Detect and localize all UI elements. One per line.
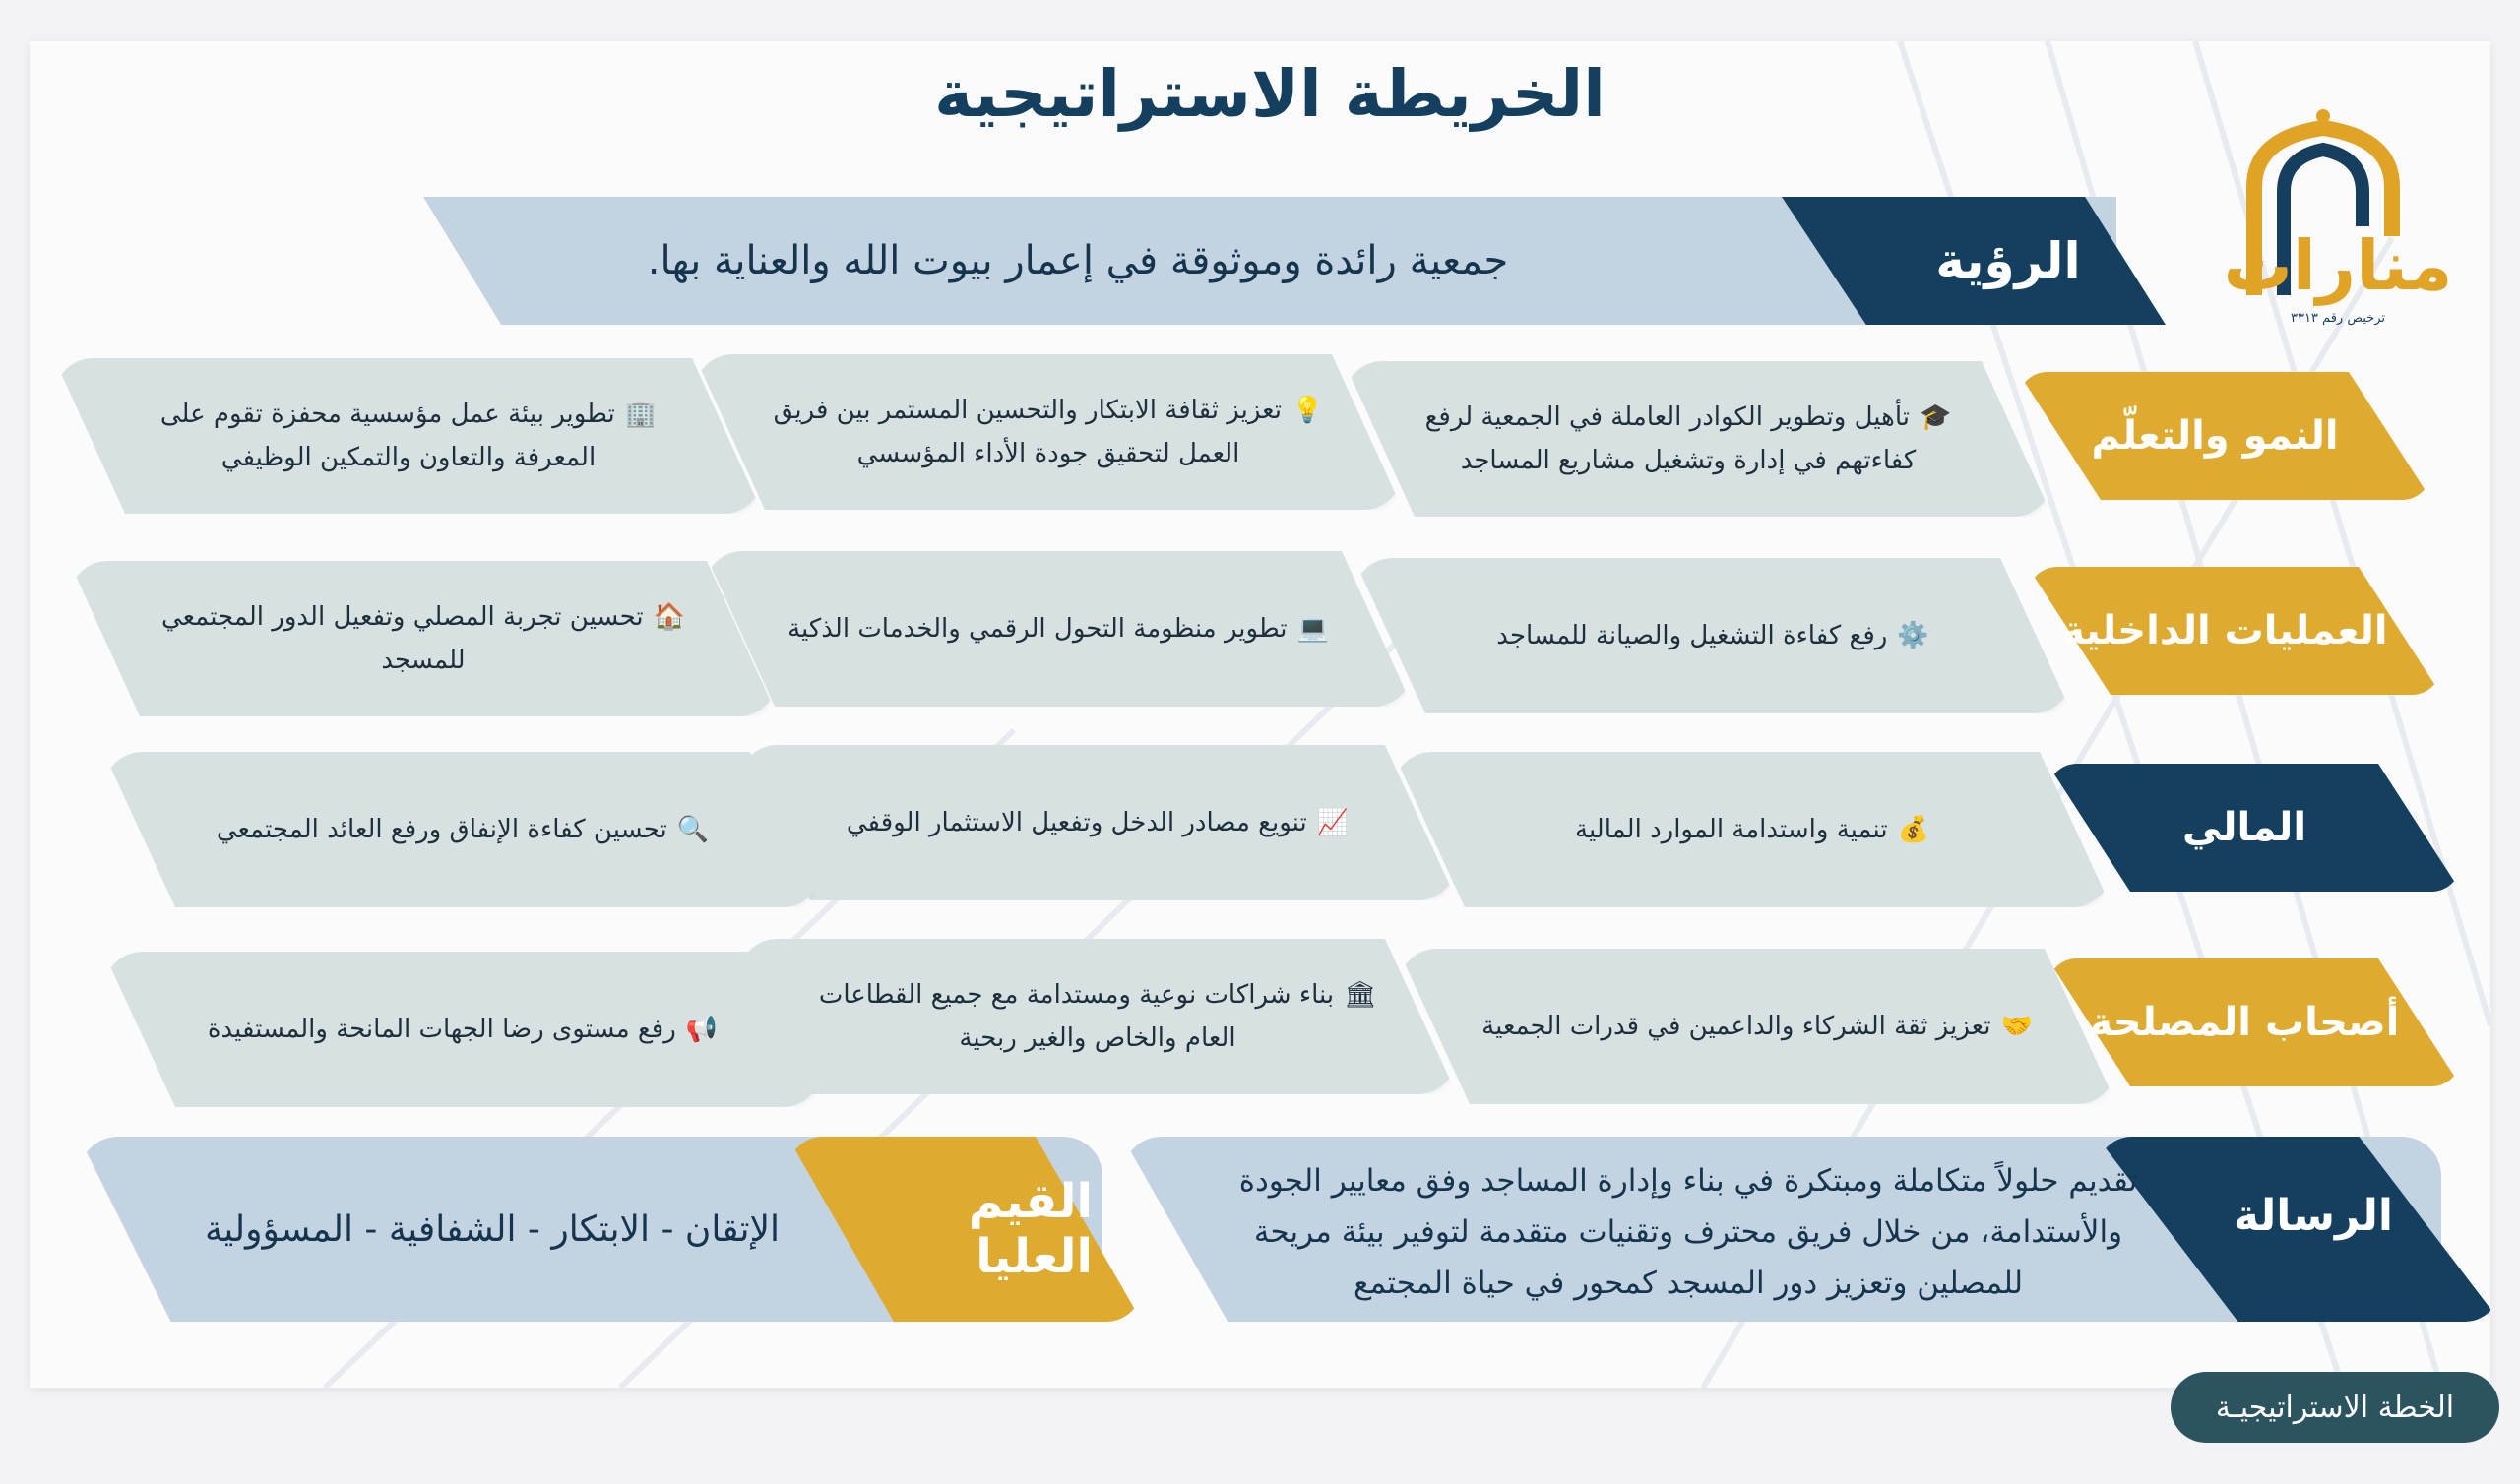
- money-bag-icon: 💰: [1897, 815, 1929, 844]
- megaphone-icon: 📢: [685, 1015, 719, 1044]
- house-icon: 🏠: [653, 602, 686, 632]
- objective-text: 💻تطوير منظومة التحول الرقمي والخدمات الذكية: [788, 614, 1329, 644]
- objective-text: 🏛بناء شراكات نوعية ومستدامة مع جميع القطاعات العام والخاص والغير ربحية: [818, 980, 1377, 1053]
- objective-text: 📈تنويع مصادر الدخل وتفعيل الاستثمار الوقفي: [846, 808, 1350, 837]
- magnifier-icon: 🔍: [676, 815, 710, 844]
- vision-label: الرؤية: [1935, 232, 2081, 289]
- logo-wordmark: منارات: [2223, 225, 2453, 306]
- perspective-label-growth: النمو والتعلّم: [2091, 413, 2339, 459]
- classical-building-icon: 🏛: [1344, 980, 1377, 1010]
- objective-text: 🏠تحسين تجربة المصلي وتفعيل الدور المجتمعي للمسجد: [160, 602, 686, 675]
- objective-text: ⚙️رفع كفاءة التشغيل والصيانة للمساجد: [1496, 621, 1929, 650]
- lightbulb-icon: 💡: [1291, 396, 1324, 425]
- perspective-label-stakeholders: أصحاب المصلحة: [2089, 1000, 2400, 1045]
- mission-label: الرسالة: [2234, 1190, 2393, 1241]
- vision-text: جمعية رائدة وموثوقة في إعمار بيوت الله والعناية بها.: [647, 238, 1509, 283]
- gear-icon: ⚙️: [1897, 621, 1929, 650]
- objective-text: 💡تعزيز ثقافة الابتكار والتحسين المستمر بين فريق العمل لتحقيق جودة الأداء المؤسسي: [773, 396, 1324, 468]
- laptop-icon: 💻: [1296, 614, 1329, 644]
- values-label: القيم العليا: [968, 1174, 1093, 1284]
- values-text: الإتقان - الابتكار - الشفافية - المسؤولية: [204, 1208, 781, 1250]
- chart-increasing-icon: 📈: [1316, 808, 1350, 837]
- mission-text: تقديم حلولاً متكاملة ومبتكرة في بناء وإدارة المساجد وفق معايير الجودة والأستدامة، من خلال فريق محترف وتقنيات متقدمة لتوفير بيئة مريحة للمصلين وتعزيز دور المسجد كمحور في حياة المجتمع: [1238, 1163, 2138, 1301]
- strategic-plan-button[interactable]: الخطة الاستراتيجيـة: [2171, 1372, 2499, 1443]
- perspective-label-financial: المالي: [2181, 805, 2307, 850]
- objective-text: 💰تنمية واستدامة الموارد المالية: [1575, 815, 1929, 844]
- objective-text: 🎓تأهيل وتطوير الكوادر العاملة في الجمعية لرفع كفاءتهم في إدارة وتشغيل مشاريع المساجد: [1424, 402, 1952, 475]
- logo-license: ترخيص رقم ٣٣١٣: [2290, 311, 2386, 326]
- objective-text: 🔍تحسين كفاءة الإنفاق ورفع العائد المجتمعي: [216, 815, 710, 844]
- perspective-label-internal: العمليات الداخلية: [2061, 608, 2388, 653]
- strategy-map-slide: [30, 41, 2490, 1388]
- objective-text: 🏢تطوير بيئة عمل مؤسسية محفزة تقوم على المعرفة والتعاون والتمكين الوظيفي: [159, 400, 658, 472]
- office-building-icon: 🏢: [624, 400, 658, 429]
- objective-text: 🤝تعزيز ثقة الشركاء والداعمين في قدرات الجمعية: [1481, 1012, 2033, 1041]
- manarat-logo: [2215, 98, 2461, 354]
- page-title: الخريطة الاستراتيجية: [934, 56, 1606, 132]
- handshake-icon: 🤝: [2000, 1012, 2033, 1041]
- graduation-cap-icon: 🎓: [1920, 402, 1952, 432]
- objective-text: 📢رفع مستوى رضا الجهات المانحة والمستفيدة: [207, 1015, 719, 1044]
